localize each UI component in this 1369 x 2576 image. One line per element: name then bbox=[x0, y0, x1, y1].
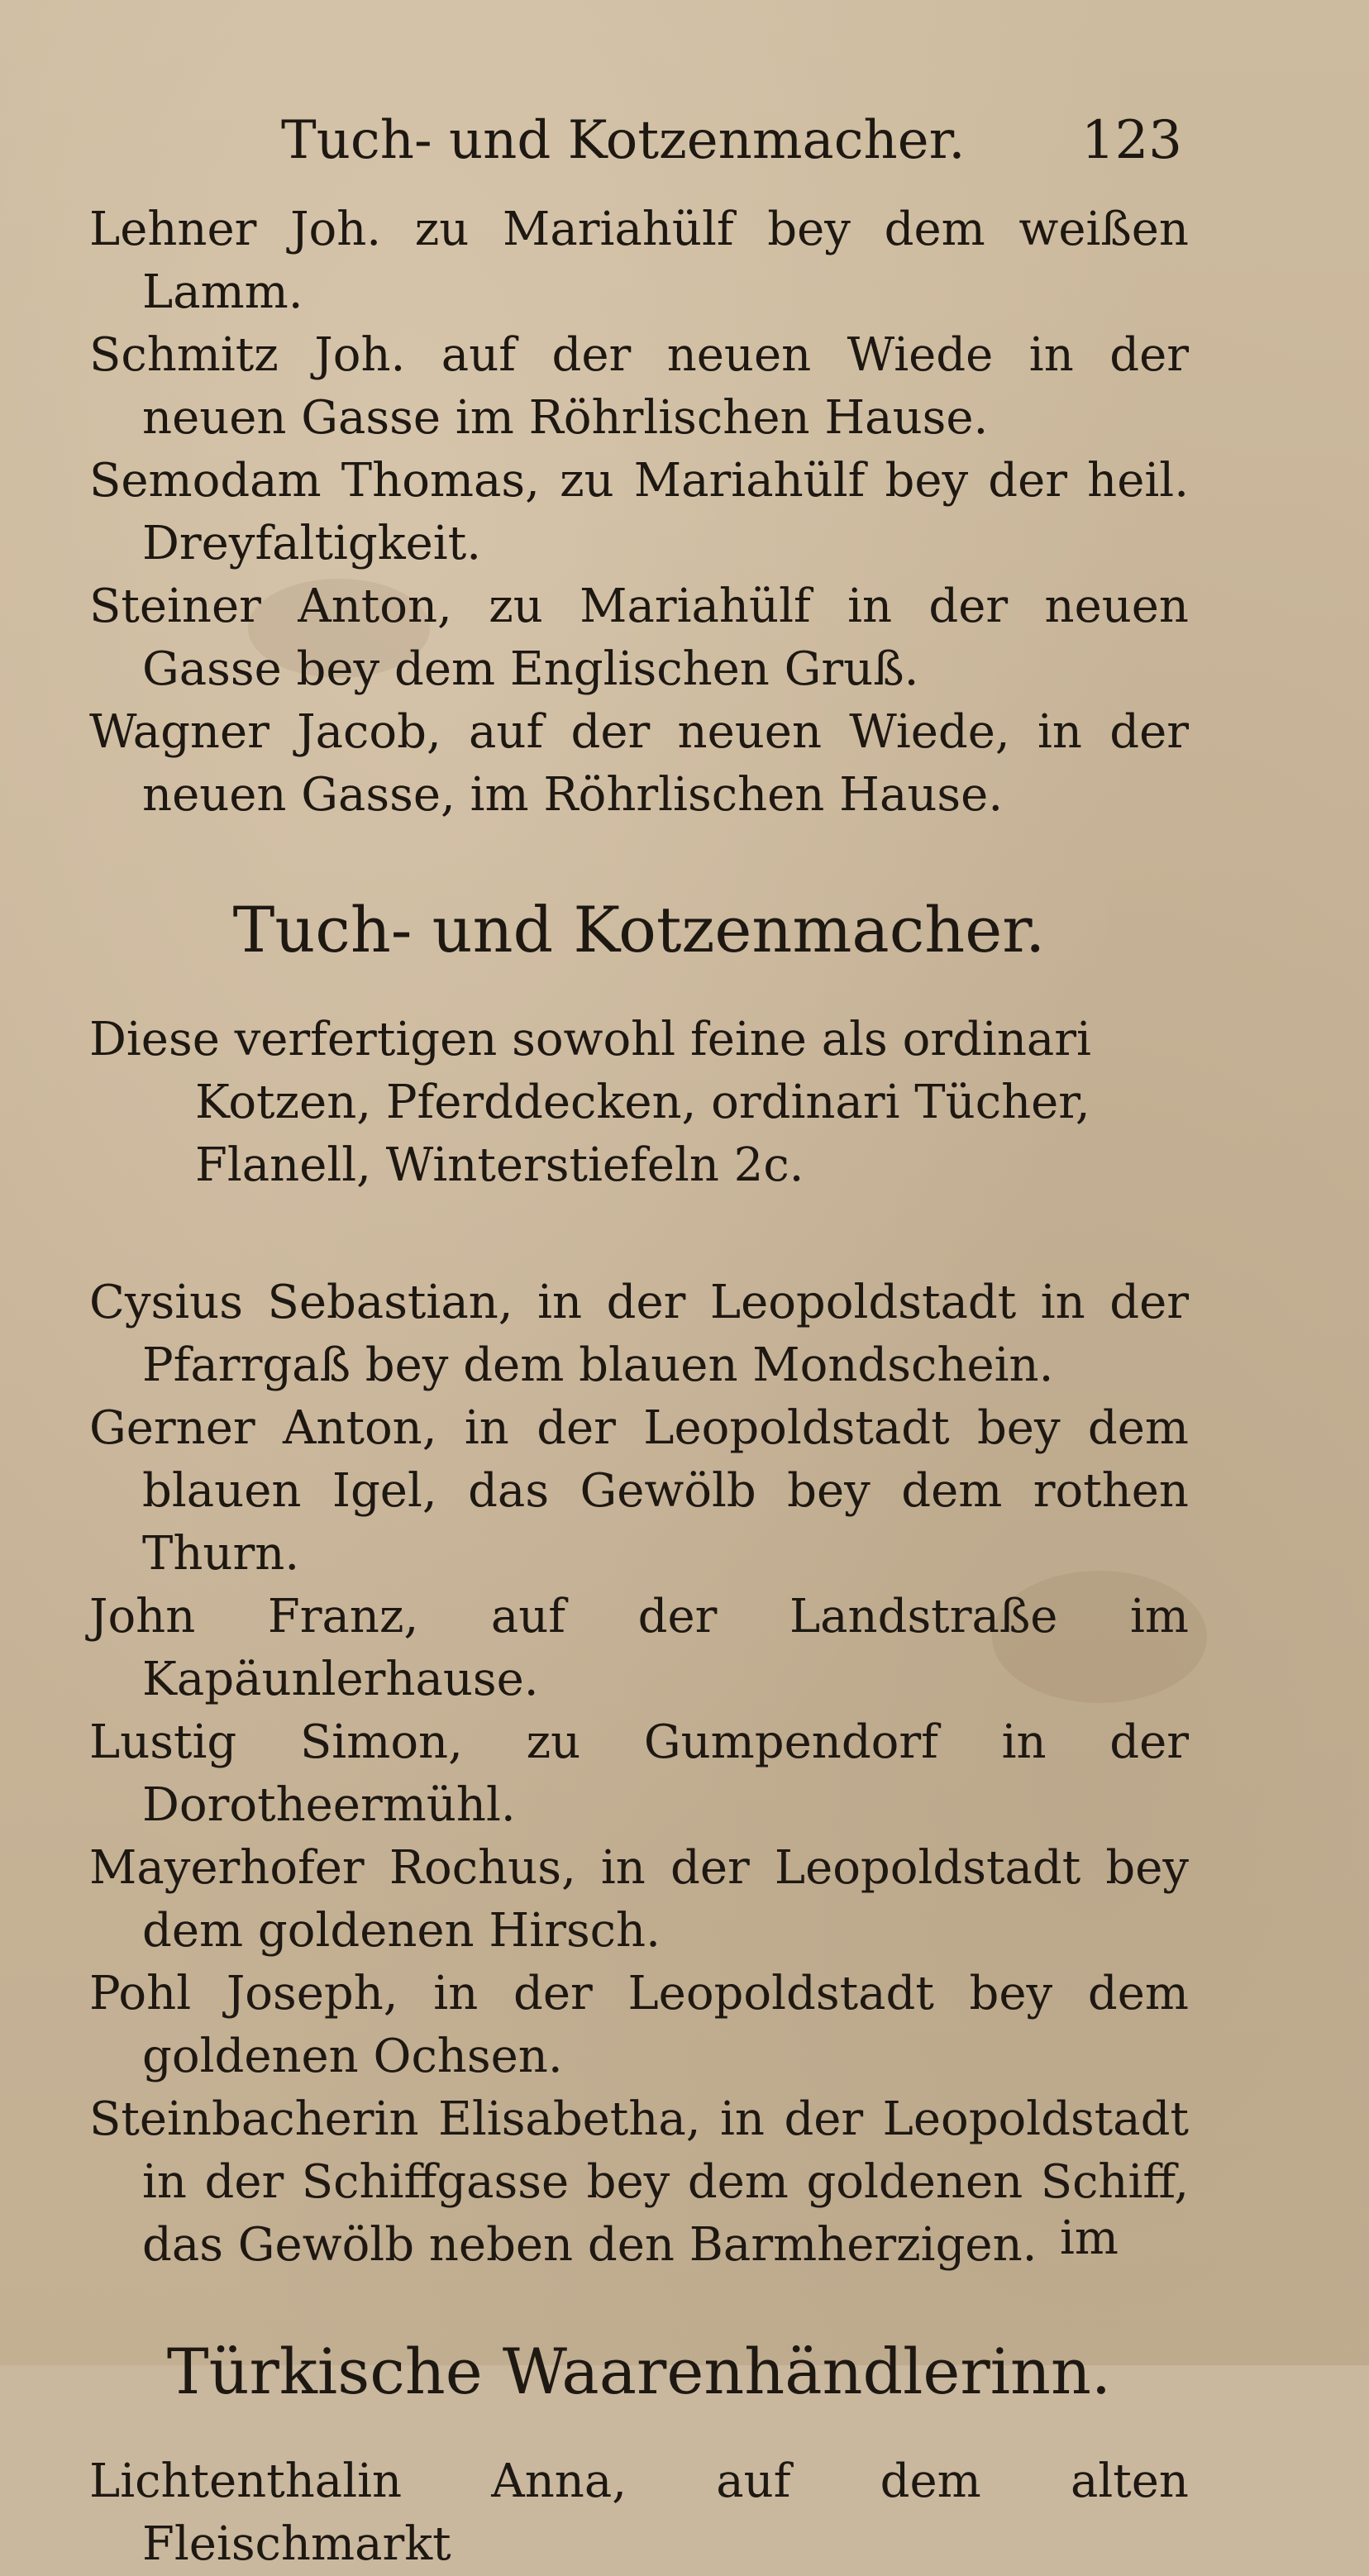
list-item: Lichtenthalin Anna, auf dem alten Fleischmarkt bbox=[89, 2454, 1189, 2571]
section-entries bbox=[89, 1271, 1189, 2277]
entries-top bbox=[89, 198, 1189, 827]
page-number: 123 bbox=[1080, 110, 1182, 171]
list-item: Mayerhofer Rochus, in der Leopoldstadt bey dem goldenen Hirsch. bbox=[89, 1841, 1189, 1958]
list-item: John Franz, auf der Landstraße im Kapäunlerhause. bbox=[89, 1590, 1189, 1706]
list-item: Steiner Anton, zu Mariahülf in der neuen Gasse bey dem Englischen Gruß. bbox=[89, 580, 1189, 696]
section-entries bbox=[89, 2450, 1189, 2576]
list-item: Semodam Thomas, zu Mariahülf bey der heil. Dreyfaltigkeit. bbox=[89, 454, 1189, 570]
list-item: Cysius Sebastian, in der Leopoldstadt in der Pfarrgaß bey dem blauen Mondschein. bbox=[89, 1276, 1189, 1392]
list-item: Schmitz Joh. auf der neuen Wiede in der neuen Gasse im Röhrlischen Hause. bbox=[89, 328, 1189, 445]
list-item: Steinbacherin Elisabetha, in der Leopoldstadt in der Schiffgasse bey dem goldenen Schiff, das Gewölb neben den Barmherzigen. bbox=[89, 2092, 1189, 2272]
page-header bbox=[281, 99, 1182, 182]
list-item: Gerner Anton, in der Leopoldstadt bey dem blauen Igel, das Gewölb bey dem rothen Thurn. bbox=[89, 1401, 1189, 1581]
section-intro: Diese verfertigen sowohl feine als ordinari Kotzen, Pferddecken, ordinari Tücher, Flanell, Winterstiefeln 2c. bbox=[89, 1013, 1091, 1192]
list-item: Wagner Jacob, auf der neuen Wiede, in der neuen Gasse, im Röhrlischen Hause. bbox=[89, 705, 1189, 822]
catch-word: im bbox=[1060, 2211, 1119, 2265]
page-body bbox=[89, 198, 1189, 2576]
list-item: Lustig Simon, zu Gumpendorf in der Dorotheermühl. bbox=[89, 1715, 1189, 1832]
list-item: Pohl Joseph, in der Leopoldstadt bey dem goldenen Ochsen. bbox=[89, 1967, 1189, 2083]
section-title: Türkische Waarenhändlerinn. bbox=[166, 2335, 1112, 2408]
running-title: Tuch- und Kotzenmacher. bbox=[281, 110, 966, 171]
list-item: Lehner Joh. zu Mariahülf bey dem weißen Lamm. bbox=[89, 203, 1189, 319]
section-title: Tuch- und Kotzenmacher. bbox=[232, 893, 1046, 966]
